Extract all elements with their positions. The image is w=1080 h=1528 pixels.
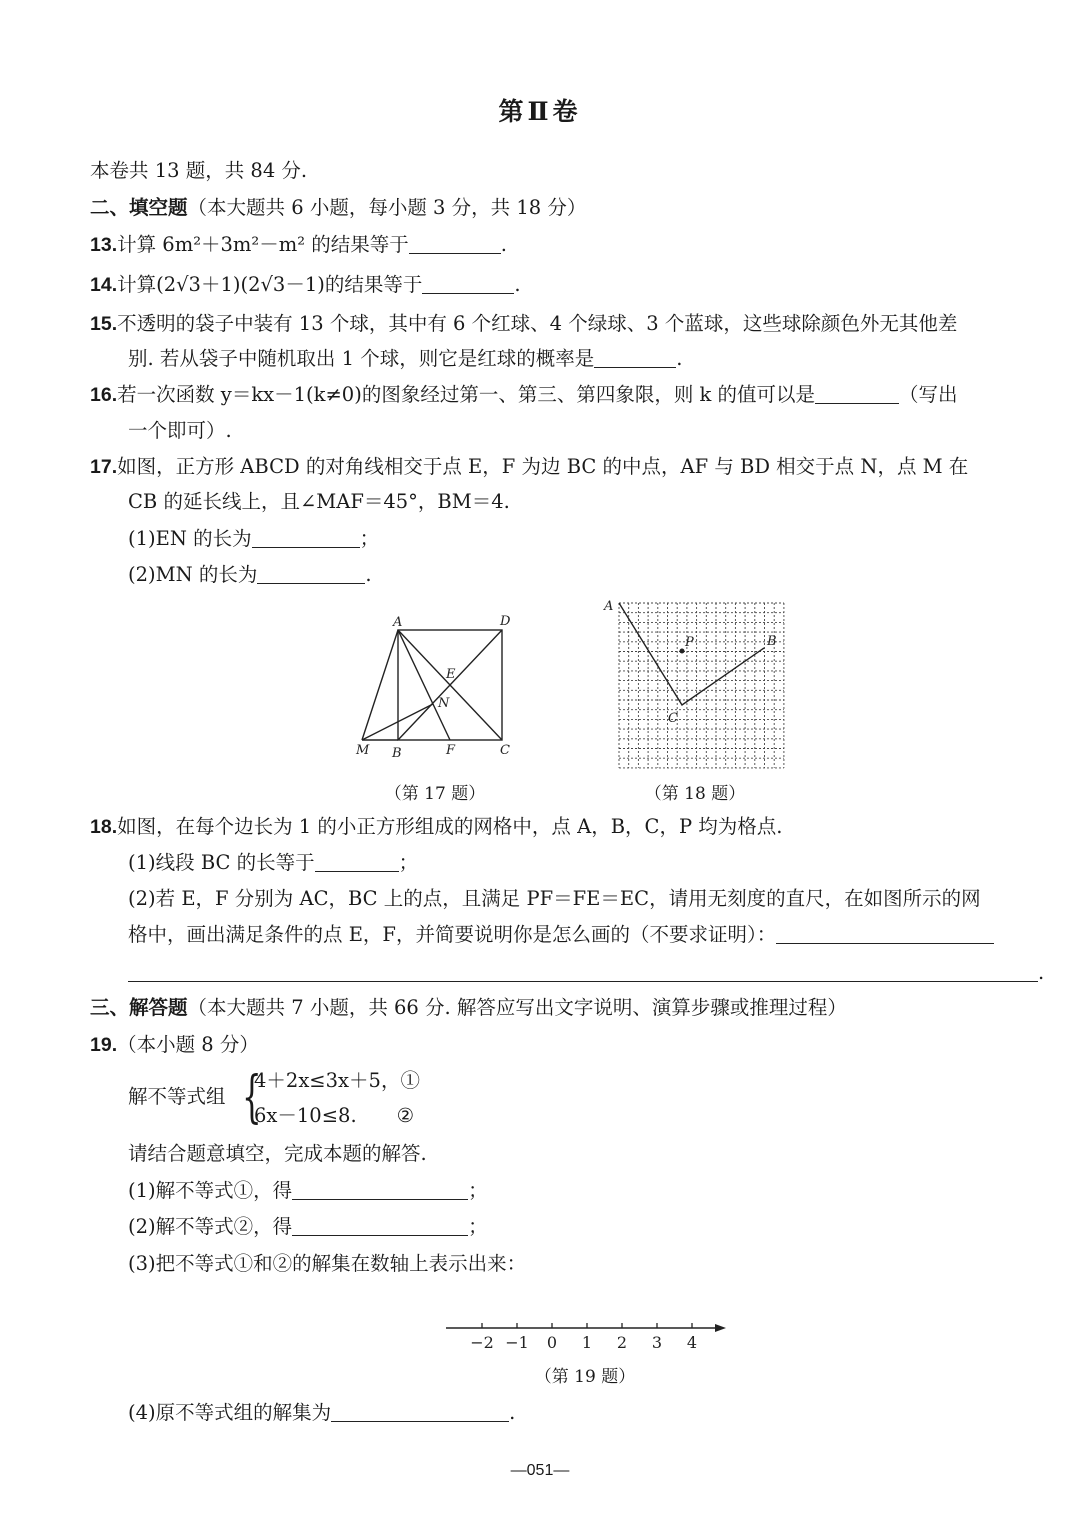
number-line-svg bbox=[440, 1312, 740, 1356]
answer-blank[interactable] bbox=[422, 274, 514, 294]
label-c: C bbox=[500, 743, 510, 758]
polyline-acb bbox=[619, 603, 764, 705]
answer-blank[interactable] bbox=[331, 1402, 509, 1422]
number-line-tick-label: 1 bbox=[581, 1333, 593, 1352]
label-a: A bbox=[604, 599, 614, 614]
label-m: M bbox=[356, 743, 370, 758]
figure-18-svg bbox=[600, 598, 790, 770]
figure-18 bbox=[600, 598, 790, 770]
inequality-2 bbox=[254, 1103, 414, 1129]
label-a: A bbox=[393, 615, 403, 630]
answer-blank[interactable] bbox=[594, 348, 676, 368]
question-15-end: . bbox=[676, 347, 683, 370]
question-14 bbox=[90, 272, 521, 298]
question-15-line-2 bbox=[128, 346, 682, 372]
question-15-number: 15. bbox=[90, 313, 118, 335]
answer-blank[interactable] bbox=[292, 1180, 468, 1200]
question-19-part-1-end: ； bbox=[468, 1179, 488, 1202]
figure-18-caption: （第 18 题） bbox=[644, 784, 746, 804]
question-16-line-1 bbox=[90, 382, 958, 408]
question-16-line-2: 一个即可）. bbox=[128, 419, 232, 442]
question-16-text: 若一次函数 y＝kx－1(k≠0)的图象经过第一、第三、第四象限，则 k 的值可以是 bbox=[117, 383, 816, 406]
question-17-part-2 bbox=[128, 562, 372, 588]
question-18-part-2-line-2 bbox=[128, 922, 994, 948]
question-13-number: 13. bbox=[90, 234, 118, 256]
inequality-system-label: 解不等式组 bbox=[128, 1085, 226, 1108]
question-18-part-1 bbox=[128, 850, 418, 876]
section-3-heading bbox=[90, 995, 847, 1021]
question-19-part-2-end: ； bbox=[468, 1215, 488, 1238]
figure-19-caption: （第 19 题） bbox=[534, 1367, 636, 1387]
answer-blank[interactable] bbox=[315, 852, 399, 872]
number-line-tick-label: −2 bbox=[470, 1333, 494, 1352]
inequality-2-text: 6x－10≤8. bbox=[254, 1104, 357, 1127]
question-13-end: . bbox=[500, 233, 507, 256]
question-16-number: 16. bbox=[90, 384, 118, 406]
question-19-header bbox=[90, 1032, 259, 1058]
question-14-text: 计算(2√3＋1)(2√3－1)的结果等于 bbox=[117, 273, 423, 296]
arrow-right-icon bbox=[715, 1324, 726, 1332]
question-18-end: . bbox=[1038, 961, 1045, 984]
question-16-text-end: （写出 bbox=[899, 383, 958, 406]
question-18-answer-line bbox=[128, 960, 1044, 986]
question-17-part-2-text: (2)MN 的长为 bbox=[128, 563, 258, 586]
question-19-instruction: 请结合题意填空，完成本题的解答. bbox=[128, 1142, 427, 1165]
question-19-part-3: (3)把不等式①和②的解集在数轴上表示出来： bbox=[128, 1252, 527, 1275]
inequality-1: 4＋2x≤3x＋5，① bbox=[254, 1069, 420, 1092]
question-14-number: 14. bbox=[90, 274, 118, 296]
figure-17 bbox=[350, 608, 530, 768]
answer-blank[interactable] bbox=[815, 384, 899, 404]
question-17-part-1-end: ； bbox=[359, 527, 380, 550]
question-19-part-1-text: (1)解不等式①，得 bbox=[128, 1179, 293, 1202]
question-19-part-1 bbox=[128, 1178, 488, 1204]
question-19-part-4-text: (4)原不等式组的解集为 bbox=[128, 1401, 332, 1424]
label-d: D bbox=[500, 614, 511, 629]
question-19-part-2-text: (2)解不等式②，得 bbox=[128, 1215, 293, 1238]
section-3-note: （本大题共 7 小题，共 66 分. 解答应写出文字说明、演算步骤或推理过程） bbox=[187, 996, 847, 1019]
question-19-part-4-end: . bbox=[509, 1401, 516, 1424]
question-18-number: 18. bbox=[90, 816, 118, 838]
number-line-tick-label: 0 bbox=[546, 1333, 558, 1352]
answer-blank[interactable] bbox=[409, 234, 501, 254]
exam-intro: 本卷共 13 题，共 84 分. bbox=[90, 159, 308, 182]
answer-blank[interactable] bbox=[252, 528, 360, 548]
question-13-text: 计算 6m²＋3m²－m² 的结果等于 bbox=[117, 233, 409, 256]
question-17-text: 如图，正方形 ABCD 的对角线相交于点 E，F 为边 BC 的中点，AF 与 BD 相交于点 N，点 M 在 bbox=[117, 455, 969, 478]
question-13 bbox=[90, 232, 507, 258]
answer-blank[interactable] bbox=[128, 962, 1038, 982]
figure-17-caption: （第 17 题） bbox=[384, 784, 486, 804]
point-p bbox=[680, 649, 685, 654]
number-line-tick-label: −1 bbox=[505, 1333, 529, 1352]
label-p: P bbox=[685, 635, 694, 650]
label-c: C bbox=[668, 711, 678, 726]
page-number: —051— bbox=[510, 1462, 570, 1479]
number-line-tick-label: 3 bbox=[651, 1333, 663, 1352]
question-17-number: 17. bbox=[90, 456, 118, 478]
brace-icon: { bbox=[242, 1065, 262, 1130]
label-f: F bbox=[446, 743, 456, 758]
number-line-tick-label: 4 bbox=[686, 1333, 698, 1352]
section-2-heading bbox=[90, 195, 586, 221]
question-18-line-1 bbox=[90, 814, 782, 840]
figure-19-number-line bbox=[440, 1312, 740, 1356]
section-2-title: 二、填空题 bbox=[90, 196, 188, 219]
question-15-line-1 bbox=[90, 311, 957, 337]
section-3-title: 三、解答题 bbox=[90, 996, 188, 1019]
section-2-note: （本大题共 6 小题，每小题 3 分，共 18 分） bbox=[187, 196, 587, 219]
question-19-part-4 bbox=[128, 1400, 515, 1426]
answer-blank[interactable] bbox=[257, 564, 365, 584]
question-18-part-2-line-1: (2)若 E，F 分别为 AC，BC 上的点，且满足 PF＝FE＝EC，请用无刻度的直尺，在如图所示的网 bbox=[128, 887, 981, 910]
question-17-part-2-end: . bbox=[365, 563, 372, 586]
grid-lines bbox=[619, 603, 784, 768]
question-19-part-2 bbox=[128, 1214, 488, 1240]
question-18-part-1-end: ； bbox=[398, 851, 419, 874]
question-17-part-1-text: (1)EN 的长为 bbox=[128, 527, 252, 550]
number-line-tick-label: 2 bbox=[616, 1333, 628, 1352]
segment-am bbox=[362, 630, 398, 740]
question-17-line-2: CB 的延长线上，且∠MAF＝45°，BM＝4. bbox=[128, 490, 510, 513]
label-b: B bbox=[767, 634, 777, 649]
question-15-text: 不透明的袋子中装有 13 个球，其中有 6 个红球、4 个绿球、3 个蓝球，这些球除颜色外无其他差 bbox=[117, 312, 958, 335]
inequality-2-mark: ② bbox=[396, 1104, 415, 1127]
question-18-part-2-text: 格中，画出满足条件的点 E，F，并简要说明你是怎么画的（不要求证明）： bbox=[128, 923, 777, 946]
question-14-end: . bbox=[514, 273, 521, 296]
question-19-number: 19. bbox=[90, 1034, 118, 1056]
question-15-text-2: 别. 若从袋子中随机取出 1 个球，则它是红球的概率是 bbox=[128, 347, 595, 370]
answer-blank[interactable] bbox=[776, 924, 994, 944]
label-b: B bbox=[392, 746, 402, 761]
segment-af bbox=[398, 630, 450, 740]
question-19-points: （本小题 8 分） bbox=[117, 1033, 259, 1056]
answer-blank[interactable] bbox=[292, 1216, 468, 1236]
question-17-line-1 bbox=[90, 454, 968, 480]
label-e: E bbox=[446, 667, 456, 682]
question-18-part-1-text: (1)线段 BC 的长等于 bbox=[128, 851, 315, 874]
page-title: 第Ⅱ卷 bbox=[498, 97, 582, 126]
question-18-text: 如图，在每个边长为 1 的小正方形组成的网格中，点 A，B，C，P 均为格点. bbox=[117, 815, 783, 838]
question-17-part-1 bbox=[128, 526, 379, 552]
figure-17-svg bbox=[350, 608, 530, 768]
label-n: N bbox=[438, 696, 450, 711]
